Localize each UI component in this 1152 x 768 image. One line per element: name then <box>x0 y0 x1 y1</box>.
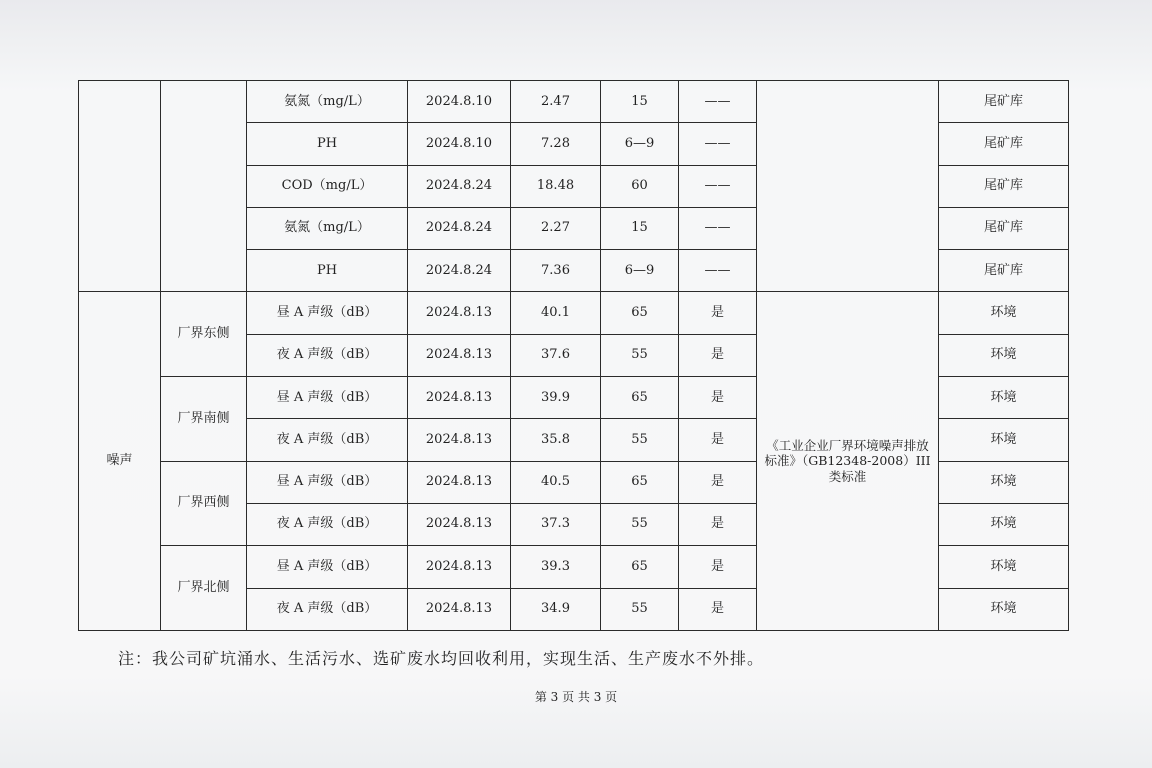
location-cell: 环境 <box>939 334 1069 376</box>
location-cell: 环境 <box>939 461 1069 503</box>
standard-cell-empty <box>757 81 939 292</box>
location-cell: 环境 <box>939 419 1069 461</box>
limit-cell: 15 <box>601 81 679 123</box>
compliance-cell: —— <box>679 165 757 207</box>
compliance-cell: 是 <box>679 419 757 461</box>
value-cell: 35.8 <box>511 419 601 461</box>
value-cell: 2.27 <box>511 207 601 249</box>
limit-cell: 55 <box>601 503 679 545</box>
value-cell: 34.9 <box>511 588 601 630</box>
location-cell: 尾矿库 <box>939 207 1069 249</box>
location-cell: 环境 <box>939 377 1069 419</box>
compliance-cell: —— <box>679 81 757 123</box>
value-cell: 39.3 <box>511 546 601 588</box>
location-cell: 环境 <box>939 546 1069 588</box>
location-cell: 尾矿库 <box>939 123 1069 165</box>
location-cell: 尾矿库 <box>939 165 1069 207</box>
item-cell: PH <box>247 123 408 165</box>
location-cell: 尾矿库 <box>939 81 1069 123</box>
compliance-cell: 是 <box>679 588 757 630</box>
date-cell: 2024.8.24 <box>408 250 511 292</box>
compliance-cell: 是 <box>679 377 757 419</box>
table-row <box>79 81 1069 123</box>
date-cell: 2024.8.13 <box>408 419 511 461</box>
side-cell: 厂界北侧 <box>161 546 247 631</box>
item-cell: 夜 A 声级（dB） <box>247 419 408 461</box>
item-cell: 氨氮（mg/L） <box>247 81 408 123</box>
compliance-cell: 是 <box>679 503 757 545</box>
date-cell: 2024.8.10 <box>408 123 511 165</box>
date-cell: 2024.8.13 <box>408 503 511 545</box>
value-cell: 39.9 <box>511 377 601 419</box>
limit-cell: 60 <box>601 165 679 207</box>
limit-cell: 6—9 <box>601 123 679 165</box>
limit-cell: 55 <box>601 334 679 376</box>
date-cell: 2024.8.13 <box>408 334 511 376</box>
compliance-cell: —— <box>679 250 757 292</box>
item-cell: 昼 A 声级（dB） <box>247 461 408 503</box>
location-cell: 尾矿库 <box>939 250 1069 292</box>
compliance-cell: —— <box>679 123 757 165</box>
date-cell: 2024.8.24 <box>408 165 511 207</box>
limit-cell: 65 <box>601 461 679 503</box>
footnote: 注：我公司矿坑涌水、生活污水、选矿废水均回收利用，实现生活、生产废水不外排。 <box>118 649 765 668</box>
date-cell: 2024.8.13 <box>408 588 511 630</box>
compliance-cell: 是 <box>679 334 757 376</box>
item-cell: 夜 A 声级（dB） <box>247 503 408 545</box>
limit-cell: 55 <box>601 588 679 630</box>
limit-cell: 65 <box>601 546 679 588</box>
limit-cell: 65 <box>601 377 679 419</box>
date-cell: 2024.8.10 <box>408 81 511 123</box>
date-cell: 2024.8.24 <box>408 207 511 249</box>
compliance-cell: —— <box>679 207 757 249</box>
item-cell: 夜 A 声级（dB） <box>247 588 408 630</box>
value-cell: 40.1 <box>511 292 601 334</box>
side-cell: 厂界东侧 <box>161 292 247 377</box>
value-cell: 37.3 <box>511 503 601 545</box>
subcategory-cell-empty <box>161 81 247 292</box>
date-cell: 2024.8.13 <box>408 461 511 503</box>
value-cell: 18.48 <box>511 165 601 207</box>
item-cell: 夜 A 声级（dB） <box>247 334 408 376</box>
side-cell: 厂界西侧 <box>161 461 247 546</box>
value-cell: 2.47 <box>511 81 601 123</box>
date-cell: 2024.8.13 <box>408 377 511 419</box>
location-cell: 环境 <box>939 503 1069 545</box>
limit-cell: 65 <box>601 292 679 334</box>
compliance-cell: 是 <box>679 546 757 588</box>
monitoring-table <box>78 80 1069 631</box>
page-number: 第 3 页 共 3 页 <box>534 690 618 704</box>
side-cell: 厂界南侧 <box>161 377 247 462</box>
limit-cell: 55 <box>601 419 679 461</box>
item-cell: 昼 A 声级（dB） <box>247 546 408 588</box>
item-cell: COD（mg/L） <box>247 165 408 207</box>
standard-cell: 《工业企业厂界环境噪声排放标准》（GB12348-2008）III类标准 <box>757 292 939 630</box>
item-cell: 氨氮（mg/L） <box>247 207 408 249</box>
location-cell: 环境 <box>939 292 1069 334</box>
item-cell: 昼 A 声级（dB） <box>247 292 408 334</box>
compliance-cell: 是 <box>679 461 757 503</box>
value-cell: 37.6 <box>511 334 601 376</box>
location-cell: 环境 <box>939 588 1069 630</box>
compliance-cell: 是 <box>679 292 757 334</box>
limit-cell: 6—9 <box>601 250 679 292</box>
noise-category-cell: 噪声 <box>79 292 161 630</box>
item-cell: 昼 A 声级（dB） <box>247 377 408 419</box>
item-cell: PH <box>247 250 408 292</box>
category-cell-empty <box>79 81 161 292</box>
value-cell: 7.28 <box>511 123 601 165</box>
value-cell: 7.36 <box>511 250 601 292</box>
date-cell: 2024.8.13 <box>408 292 511 334</box>
table-row <box>79 292 1069 334</box>
value-cell: 40.5 <box>511 461 601 503</box>
date-cell: 2024.8.13 <box>408 546 511 588</box>
limit-cell: 15 <box>601 207 679 249</box>
